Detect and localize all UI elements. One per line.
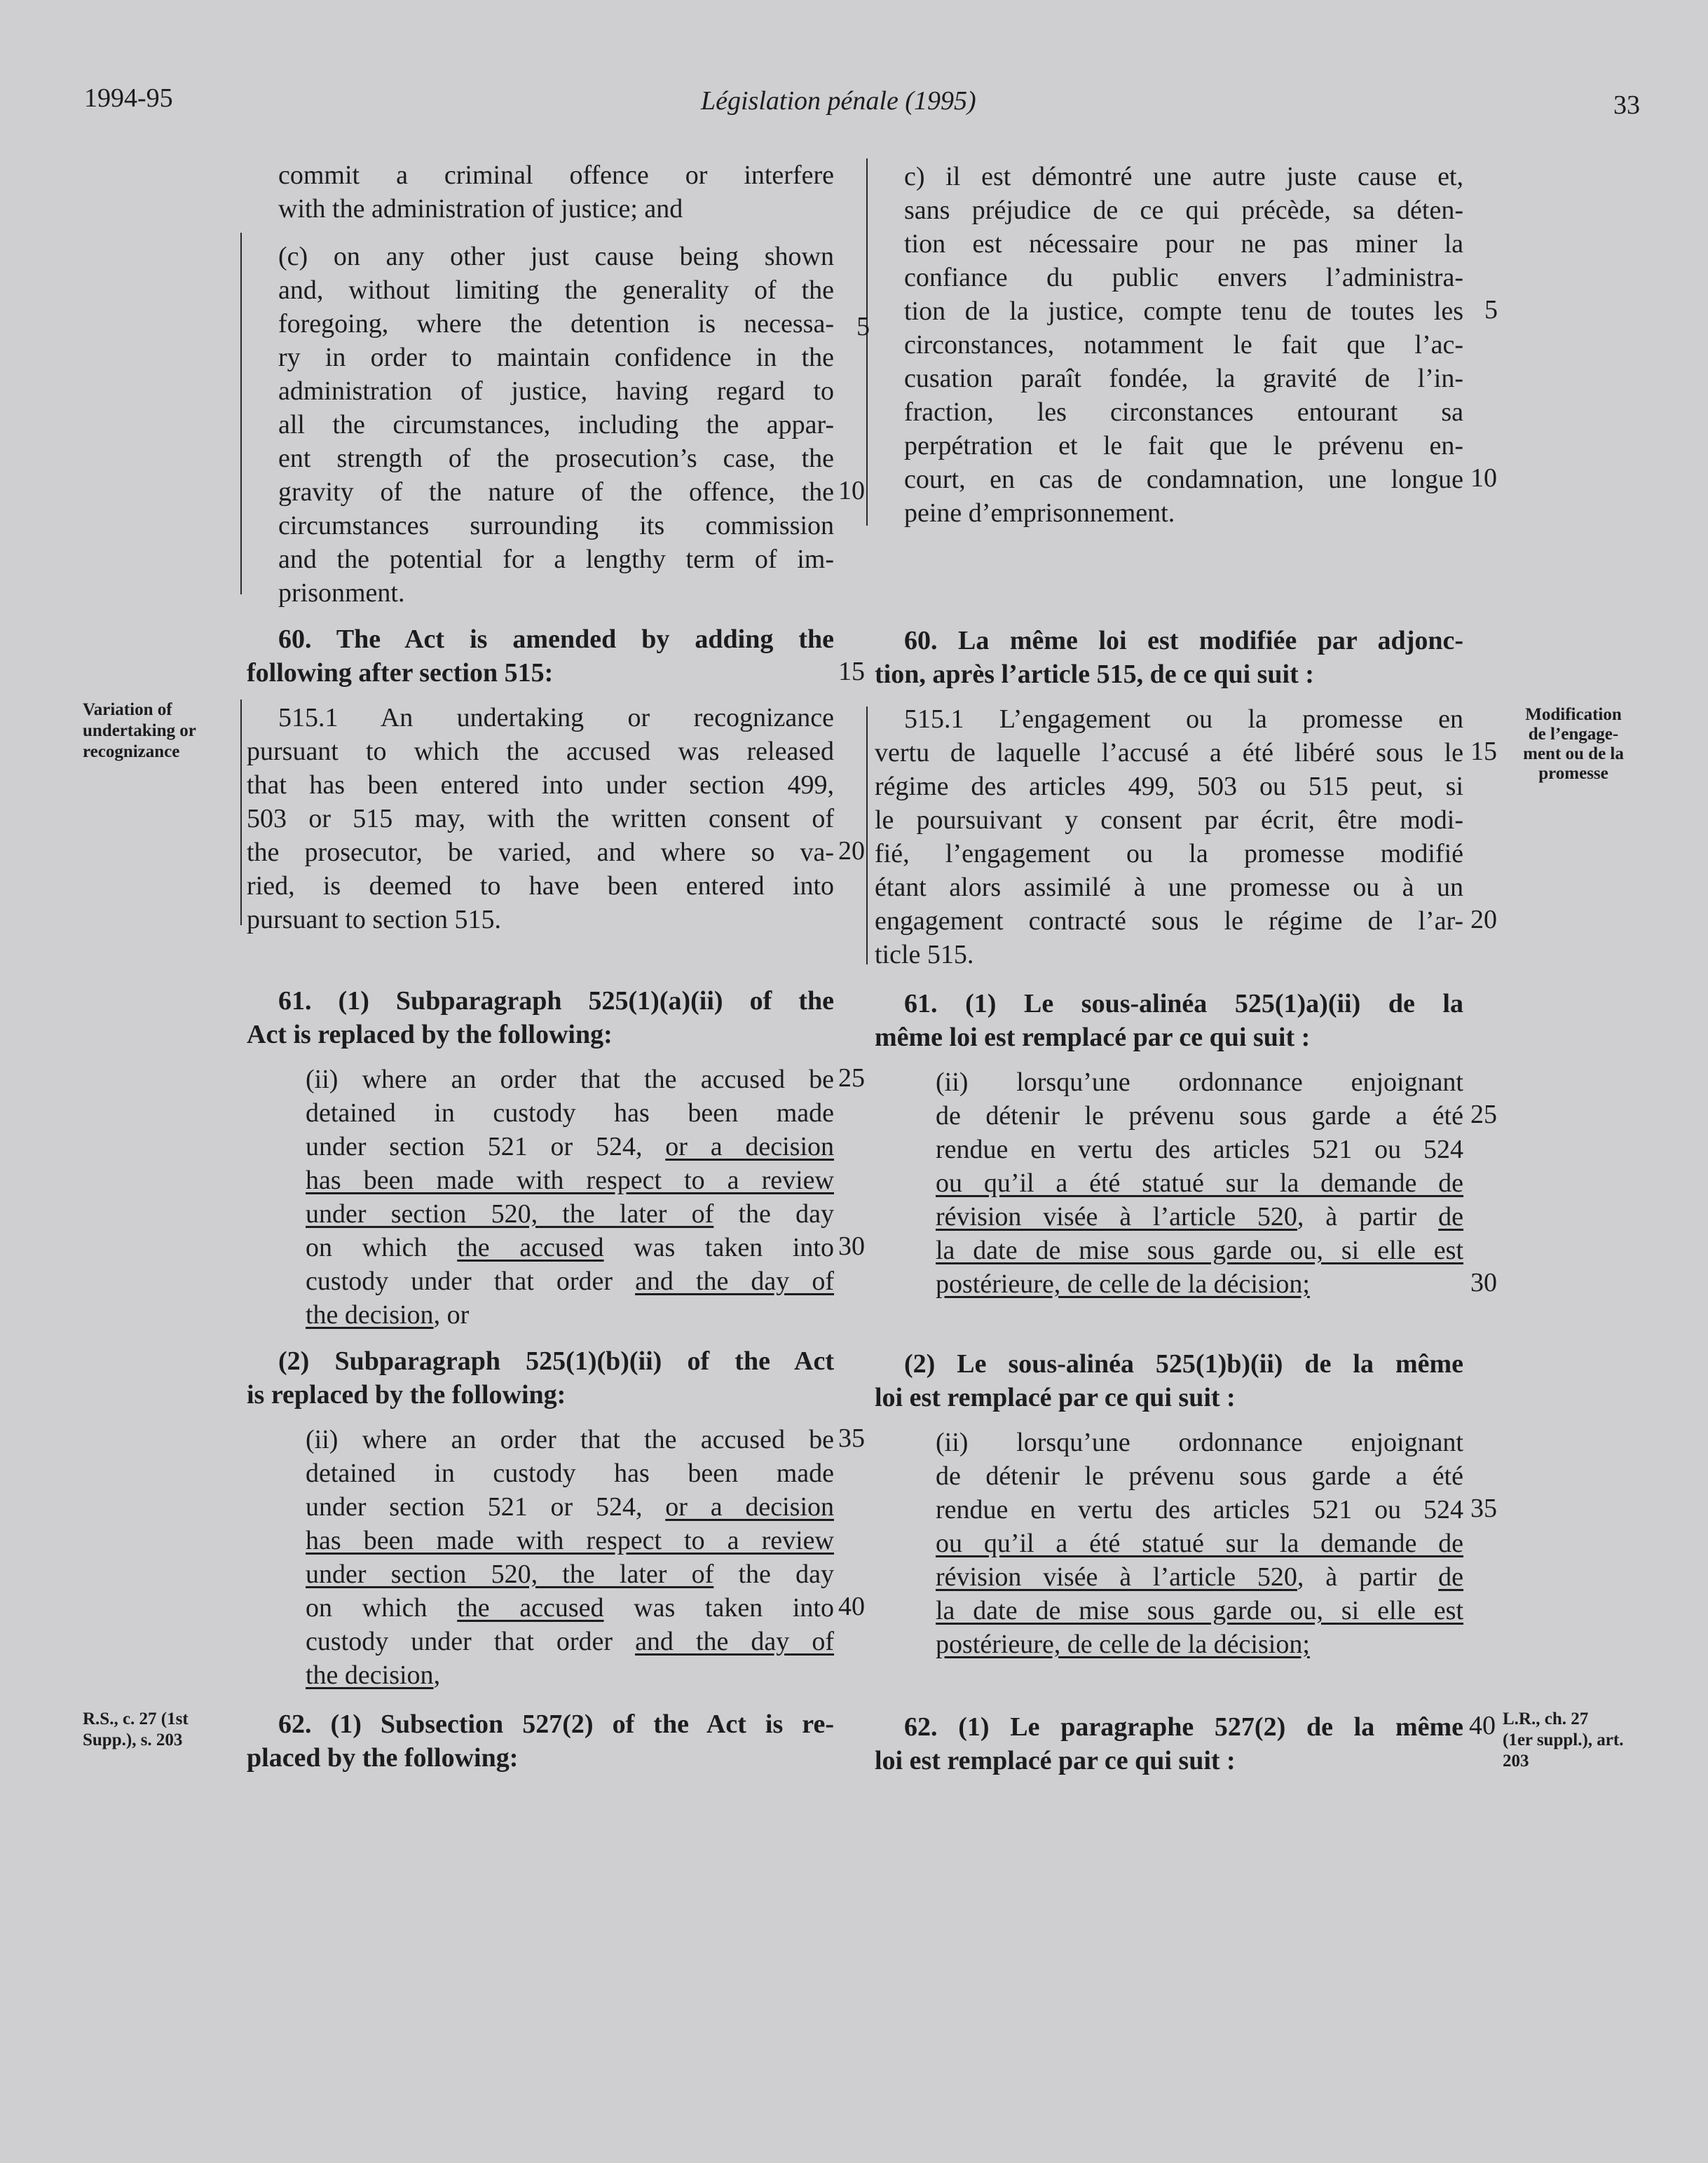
text-line: tion, après l’article 515, de ce qui suit : — [875, 660, 1314, 689]
amendment-rule-fr-515 — [866, 707, 868, 964]
text-line: engagement contracté sous le régime de l’ar- — [875, 906, 1463, 936]
margin-note-line: 203 — [1503, 1752, 1529, 1770]
text-line: (2) Le sous-alinéa 525(1)b)(ii) de la même — [904, 1349, 1463, 1379]
text-line: (ii) lorsqu’une ordonnance enjoignant — [936, 1067, 1463, 1097]
text-line: pursuant to which the accused was released — [247, 737, 834, 766]
text-line: la date de mise sous garde ou, si elle est — [936, 1236, 1463, 1265]
header-title: Législation pénale (1995) — [701, 86, 976, 116]
fr-para-c — [875, 160, 1463, 530]
amendment-rule-en-c — [240, 233, 242, 594]
text-line: custody under that order and the day of — [306, 1267, 835, 1296]
text-line: ent strength of the prosecution’s case, the — [278, 444, 834, 473]
line-number: 15 — [1470, 737, 1497, 766]
margin-note-lr — [1503, 1709, 1657, 1772]
text-line: révision visée à l’article 520, à partir de — [936, 1562, 1464, 1592]
text-line: vertu de laquelle l’accusé a été libéré sous le — [875, 738, 1463, 767]
text-line: circonstances, notamment le fait que l’ac- — [904, 330, 1463, 360]
text-line: (ii) where an order that the accused be — [306, 1065, 834, 1094]
en-section-61-1-heading — [247, 984, 834, 1051]
text-line: fraction, les circonstances entourant sa — [904, 397, 1463, 427]
margin-note-line: recognizance — [83, 742, 180, 761]
text-line: cusation paraît fondée, la gravité de l’in- — [904, 364, 1463, 393]
text-line: 60. The Act is amended by adding the — [278, 625, 834, 654]
line-number: 40 — [1469, 1711, 1496, 1740]
text-line: révision visée à l’article 520, à partir de — [936, 1202, 1464, 1231]
fr-section-61-1-heading — [875, 987, 1463, 1054]
text-line: foregoing, where the detention is necessa- — [278, 309, 834, 339]
text-line: ried, is deemed to have been entered into — [247, 871, 834, 901]
text-line: circumstances surrounding its commission — [278, 511, 834, 540]
margin-note-line: de l’engage- — [1528, 725, 1619, 744]
line-number: 10 — [838, 476, 865, 505]
text-line: prisonment. — [278, 578, 405, 608]
header-year: 1994-95 — [84, 83, 173, 113]
text-line: (c) on any other just cause being shown — [278, 242, 834, 271]
text-line: the decision, — [306, 1660, 441, 1690]
text-line: Act is replaced by the following: — [247, 1020, 613, 1049]
text-line: 62. (1) Le paragraphe 527(2) de la même — [904, 1712, 1463, 1742]
line-number: 20 — [1470, 905, 1497, 934]
text-line: perpétration et le fait que le prévenu en- — [904, 431, 1463, 460]
text-line: following after section 515: — [247, 658, 554, 688]
text-line: under section 520, the later of the day — [306, 1560, 834, 1589]
en-section-60-heading — [247, 622, 834, 690]
text-line: under section 520, the later of the day — [306, 1199, 834, 1229]
text-line: court, en cas de condamnation, une longue — [904, 465, 1463, 494]
en-section-515-1 — [247, 701, 834, 936]
text-line: régime des articles 499, 503 ou 515 peut, si — [875, 772, 1463, 801]
en-section-61-2-heading — [247, 1344, 834, 1412]
text-line: that has been entered into under section 499, — [247, 770, 834, 800]
margin-note-line: Variation of — [83, 700, 172, 719]
text-line: rendue en vertu des articles 521 ou 524 — [936, 1495, 1463, 1524]
text-line: custody under that order and the day of — [306, 1627, 835, 1656]
line-number: 5 — [1484, 295, 1498, 325]
fr-section-61-2-text — [936, 1426, 1463, 1661]
text-line: has been made with respect to a review — [306, 1526, 834, 1555]
fr-section-62-heading — [875, 1710, 1463, 1778]
text-line: and, without limiting the generality of the — [278, 275, 834, 305]
text-line: même loi est remplacé par ce qui suit : — [875, 1023, 1311, 1052]
margin-note-rs — [83, 1709, 237, 1751]
line-number: 35 — [838, 1424, 865, 1453]
en-section-61-1-text — [306, 1063, 834, 1332]
line-number: 35 — [1470, 1494, 1497, 1523]
line-number: 20 — [838, 836, 865, 866]
margin-note-line: L.R., ch. 27 — [1503, 1710, 1589, 1728]
text-line: (ii) lorsqu’une ordonnance enjoignant — [936, 1428, 1463, 1457]
text-line: loi est remplacé par ce qui suit : — [875, 1746, 1236, 1775]
text-line: loi est remplacé par ce qui suit : — [875, 1383, 1236, 1412]
text-line: and the potential for a lengthy term of im- — [278, 545, 834, 574]
margin-note-modification — [1507, 705, 1640, 784]
text-line: (ii) where an order that the accused be — [306, 1425, 834, 1454]
fr-section-515-1 — [875, 702, 1463, 971]
text-line: 60. La même loi est modifiée par adjonc- — [904, 626, 1463, 655]
fr-section-61-2-heading — [875, 1347, 1463, 1414]
text-line: with the administration of justice; and — [278, 194, 683, 224]
margin-note-line: R.S., c. 27 (1st — [83, 1710, 189, 1728]
text-line: ry in order to maintain confidence in the — [278, 343, 834, 372]
line-number: 30 — [838, 1231, 865, 1261]
en-section-61-2-text — [306, 1423, 834, 1692]
text-line: 61. (1) Subparagraph 525(1)(a)(ii) of the — [278, 986, 834, 1016]
text-line: all the circumstances, including the appar- — [278, 410, 834, 439]
text-line: has been made with respect to a review — [306, 1166, 834, 1195]
margin-note-line: ment ou de la — [1523, 744, 1624, 763]
text-line: (2) Subparagraph 525(1)(b)(ii) of the Act — [278, 1346, 834, 1376]
margin-note-variation — [83, 700, 230, 763]
fr-section-60-heading — [875, 624, 1463, 691]
page-number: 33 — [1613, 90, 1640, 120]
text-line: under section 521 or 524, or a decision — [306, 1132, 835, 1161]
text-line: pursuant to section 515. — [247, 905, 502, 934]
text-line: administration of justice, having regard to — [278, 376, 834, 406]
text-line: the prosecutor, be varied, and where so va- — [247, 838, 834, 867]
text-line: sans préjudice de ce qui précède, sa déten- — [904, 196, 1463, 225]
text-line: gravity of the nature of the offence, the — [278, 477, 834, 507]
margin-note-line: promesse — [1538, 764, 1608, 783]
line-number: 25 — [1470, 1100, 1497, 1129]
text-line: ou qu’il a été statué sur la demande de — [936, 1168, 1463, 1198]
text-line: peine d’emprisonnement. — [904, 498, 1175, 528]
en-top-continuation — [247, 158, 834, 226]
margin-note-line: Supp.), s. 203 — [83, 1731, 183, 1749]
text-line: 515.1 L’engagement ou la promesse en — [904, 704, 1463, 734]
text-line: 62. (1) Subsection 527(2) of the Act is re- — [278, 1710, 834, 1739]
line-number: 40 — [838, 1592, 865, 1621]
text-line: is replaced by the following: — [247, 1380, 566, 1410]
margin-note-line: undertaking or — [83, 721, 196, 740]
margin-note-line: (1er suppl.), art. — [1503, 1731, 1624, 1749]
text-line: de détenir le prévenu sous garde a été — [936, 1461, 1463, 1491]
line-number: 30 — [1470, 1268, 1497, 1297]
text-line: de détenir le prévenu sous garde a été — [936, 1101, 1463, 1131]
text-line: 515.1 An undertaking or recognizance — [278, 703, 834, 732]
en-section-62-heading — [247, 1707, 834, 1775]
text-line: postérieure, de celle de la décision; — [936, 1630, 1310, 1659]
text-line: under section 521 or 524, or a decision — [306, 1492, 835, 1522]
margin-note-line: Modification — [1525, 705, 1622, 724]
text-line: on which the accused was taken into — [306, 1593, 834, 1623]
text-line: postérieure, de celle de la décision; — [936, 1269, 1310, 1299]
text-line: ticle 515. — [875, 940, 974, 969]
line-number: 5 — [856, 312, 870, 341]
line-number: 25 — [838, 1063, 865, 1093]
text-line: étant alors assimilé à une promesse ou à un — [875, 873, 1463, 902]
text-line: tion est nécessaire pour ne pas miner la — [904, 229, 1463, 259]
text-line: detained in custody has been made — [306, 1098, 834, 1128]
fr-section-61-1-text — [936, 1065, 1463, 1301]
text-line: fié, l’engagement ou la promesse modifié — [875, 839, 1463, 868]
text-line: confiance du public envers l’administra- — [904, 263, 1463, 292]
text-line: commit a criminal offence or interfere — [278, 161, 834, 190]
text-line: placed by the following: — [247, 1743, 519, 1773]
line-number: 15 — [838, 657, 865, 686]
text-line: rendue en vertu des articles 521 ou 524 — [936, 1135, 1463, 1164]
en-para-c — [247, 240, 834, 610]
amendment-rule-fr-c — [866, 158, 868, 526]
line-number: 10 — [1470, 463, 1497, 493]
text-line: the decision, or — [306, 1300, 470, 1330]
text-line: 503 or 515 may, with the written consent of — [247, 804, 834, 833]
amendment-rule-en-515 — [240, 700, 242, 925]
text-line: tion de la justice, compte tenu de toutes les — [904, 296, 1463, 326]
text-line: 61. (1) Le sous-alinéa 525(1)a)(ii) de la — [904, 989, 1463, 1018]
text-line: detained in custody has been made — [306, 1459, 834, 1488]
text-line: ou qu’il a été statué sur la demande de — [936, 1529, 1463, 1558]
text-line: c) il est démontré une autre juste cause et, — [904, 162, 1463, 191]
text-line: on which the accused was taken into — [306, 1233, 834, 1262]
text-line: la date de mise sous garde ou, si elle est — [936, 1596, 1463, 1625]
text-line: le poursuivant y consent par écrit, être modi- — [875, 805, 1463, 835]
